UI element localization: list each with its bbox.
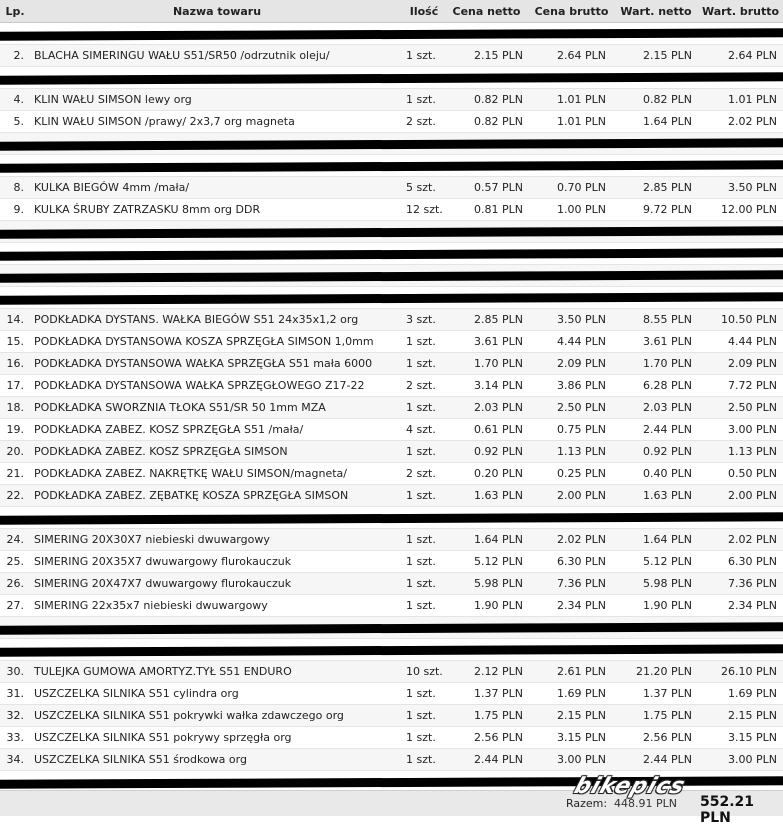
item-number-cell: 19. <box>0 419 30 441</box>
table-row <box>0 749 783 771</box>
net-value-cell: 5.98 PLN <box>614 573 698 595</box>
table-row <box>0 727 783 749</box>
product-name-cell: TULEJKA GUMOWA AMORTYZ.TYŁ S51 ENDURO <box>30 661 404 683</box>
item-number-cell: 24. <box>0 529 30 551</box>
quantity-cell: 1 szt. <box>404 441 444 463</box>
net-value-cell: 0.40 PLN <box>614 463 698 485</box>
item-number-cell: 14. <box>0 309 30 331</box>
gross-price-cell: 2.09 PLN <box>529 353 614 375</box>
gross-value-cell: 6.30 PLN <box>698 551 783 573</box>
gross-price-cell: 2.15 PLN <box>529 705 614 727</box>
table-row <box>0 661 783 683</box>
net-value-cell: 2.15 PLN <box>614 45 698 67</box>
gross-value-cell: 2.09 PLN <box>698 353 783 375</box>
gross-price-cell: 3.86 PLN <box>529 375 614 397</box>
product-name-cell: USZCZELKA SILNIKA S51 pokrywy sprzęgła org <box>30 727 404 749</box>
net-price-cell: 5.98 PLN <box>444 573 529 595</box>
gross-price-cell: 2.34 PLN <box>529 595 614 617</box>
product-name-cell: KULKA BIEGÓW 4mm /mała/ <box>30 177 404 199</box>
product-name-cell: PODKŁADKA ZABEZ. KOSZ SPRZĘGŁA SIMSON <box>30 441 404 463</box>
net-value-cell: 6.28 PLN <box>614 375 698 397</box>
gross-price-cell: 1.01 PLN <box>529 111 614 133</box>
table-row <box>0 45 783 67</box>
table-row <box>0 683 783 705</box>
quantity-cell: 1 szt. <box>404 705 444 727</box>
item-number-cell: 18. <box>0 397 30 419</box>
gross-price-cell: 1.00 PLN <box>529 199 614 221</box>
item-number-cell: 8. <box>0 177 30 199</box>
item-number-cell: 17. <box>0 375 30 397</box>
product-name-cell: SIMERING 20X30X7 niebieski dwuwargowy <box>30 529 404 551</box>
gross-price-cell: 0.70 PLN <box>529 177 614 199</box>
gross-price-cell: 2.64 PLN <box>529 45 614 67</box>
gross-value-cell: 2.50 PLN <box>698 397 783 419</box>
net-price-cell: 3.61 PLN <box>444 331 529 353</box>
product-name-cell: USZCZELKA SILNIKA S51 środkowa org <box>30 749 404 771</box>
table-row <box>0 551 783 573</box>
net-price-cell: 0.92 PLN <box>444 441 529 463</box>
quantity-cell: 1 szt. <box>404 485 444 507</box>
net-price-cell: 2.44 PLN <box>444 749 529 771</box>
net-value-cell: 1.90 PLN <box>614 595 698 617</box>
net-price-cell: 1.64 PLN <box>444 529 529 551</box>
net-price-cell: 1.75 PLN <box>444 705 529 727</box>
net-value-cell: 1.70 PLN <box>614 353 698 375</box>
item-number-cell: 22. <box>0 485 30 507</box>
product-name-cell: PODKŁADKA DYSTANSOWA KOSZA SPRZĘGŁA SIMSON 1,0mm <box>30 331 404 353</box>
gross-value-cell: 1.01 PLN <box>698 89 783 111</box>
net-value-cell: 1.64 PLN <box>614 529 698 551</box>
net-value-cell: 1.75 PLN <box>614 705 698 727</box>
net-value-cell: 5.12 PLN <box>614 551 698 573</box>
quantity-cell: 4 szt. <box>404 419 444 441</box>
table-row <box>0 397 783 419</box>
net-price-cell: 2.85 PLN <box>444 309 529 331</box>
gross-price-cell: 3.50 PLN <box>529 309 614 331</box>
net-value-cell: 1.63 PLN <box>614 485 698 507</box>
quantity-cell: 1 szt. <box>404 353 444 375</box>
net-value-cell: 21.20 PLN <box>614 661 698 683</box>
quantity-cell: 10 szt. <box>404 661 444 683</box>
gross-price-cell: 3.15 PLN <box>529 727 614 749</box>
net-price-cell: 3.14 PLN <box>444 375 529 397</box>
gross-value-cell: 2.00 PLN <box>698 485 783 507</box>
gross-price-cell: 2.61 PLN <box>529 661 614 683</box>
product-name-cell: PODKŁADKA DYSTANSOWA WAŁKA SPRZĘGŁA S51 mała 6000 <box>30 353 404 375</box>
net-price-cell: 2.56 PLN <box>444 727 529 749</box>
header-quantity: Ilość <box>404 0 444 23</box>
product-name-cell: PODKŁADKA SWORZNIA TŁOKA S51/SR 50 1mm MZA <box>30 397 404 419</box>
item-number-cell: 4. <box>0 89 30 111</box>
gross-value-cell: 2.02 PLN <box>698 111 783 133</box>
total-net-value: 448.91 PLN <box>614 797 677 810</box>
gross-price-cell: 1.01 PLN <box>529 89 614 111</box>
net-value-cell: 0.82 PLN <box>614 89 698 111</box>
gross-value-cell: 10.50 PLN <box>698 309 783 331</box>
gross-value-cell: 12.00 PLN <box>698 199 783 221</box>
net-value-cell: 1.37 PLN <box>614 683 698 705</box>
product-name-cell: PODKŁADKA ZABEZ. ZĘBATKĘ KOSZA SPRZĘGŁA SIMSON <box>30 485 404 507</box>
gross-price-cell: 2.00 PLN <box>529 485 614 507</box>
product-name-cell: KLIN WAŁU SIMSON lewy org <box>30 89 404 111</box>
header-product-name: Nazwa towaru <box>30 0 404 23</box>
item-number-cell: 25. <box>0 551 30 573</box>
net-price-cell: 0.82 PLN <box>444 89 529 111</box>
net-value-cell: 0.92 PLN <box>614 441 698 463</box>
total-gross-value: 552.21 PLN <box>700 794 755 826</box>
net-price-cell: 0.20 PLN <box>444 463 529 485</box>
table-row <box>0 199 783 221</box>
item-number-cell: 27. <box>0 595 30 617</box>
item-number-cell: 2. <box>0 45 30 67</box>
net-price-cell: 0.82 PLN <box>444 111 529 133</box>
net-value-cell: 2.44 PLN <box>614 419 698 441</box>
table-row <box>0 705 783 727</box>
item-number-cell: 9. <box>0 199 30 221</box>
item-number-cell: 5. <box>0 111 30 133</box>
net-price-cell: 1.37 PLN <box>444 683 529 705</box>
table-row <box>0 573 783 595</box>
gross-value-cell: 1.69 PLN <box>698 683 783 705</box>
table-row <box>0 441 783 463</box>
product-name-cell: USZCZELKA SILNIKA S51 cylindra org <box>30 683 404 705</box>
product-name-cell: SIMERING 22x35x7 niebieski dwuwargowy <box>30 595 404 617</box>
item-number-cell: 32. <box>0 705 30 727</box>
table-row <box>0 177 783 199</box>
product-name-cell: SIMERING 20X47X7 dwuwargowy flurokauczuk <box>30 573 404 595</box>
net-value-cell: 2.56 PLN <box>614 727 698 749</box>
table-row <box>0 353 783 375</box>
net-value-cell: 2.03 PLN <box>614 397 698 419</box>
net-value-cell: 8.55 PLN <box>614 309 698 331</box>
net-price-cell: 0.81 PLN <box>444 199 529 221</box>
gross-value-cell: 1.13 PLN <box>698 441 783 463</box>
header-net-value: Wart. netto <box>614 0 698 23</box>
table-row <box>0 331 783 353</box>
table-row <box>0 529 783 551</box>
quantity-cell: 1 szt. <box>404 551 444 573</box>
quantity-cell: 1 szt. <box>404 749 444 771</box>
quantity-cell: 1 szt. <box>404 727 444 749</box>
table-row <box>0 375 783 397</box>
net-price-cell: 0.57 PLN <box>444 177 529 199</box>
gross-price-cell: 1.13 PLN <box>529 441 614 463</box>
quantity-cell: 1 szt. <box>404 331 444 353</box>
item-number-cell: 16. <box>0 353 30 375</box>
net-value-cell: 1.64 PLN <box>614 111 698 133</box>
net-price-cell: 1.70 PLN <box>444 353 529 375</box>
table-row <box>0 419 783 441</box>
quantity-cell: 2 szt. <box>404 463 444 485</box>
table-row <box>0 309 783 331</box>
net-price-cell: 1.90 PLN <box>444 595 529 617</box>
net-value-cell: 2.85 PLN <box>614 177 698 199</box>
product-name-cell: PODKŁADKA ZABEZ. KOSZ SPRZĘGŁA S51 /mała/ <box>30 419 404 441</box>
gross-value-cell: 2.15 PLN <box>698 705 783 727</box>
item-number-cell: 31. <box>0 683 30 705</box>
net-value-cell: 3.61 PLN <box>614 331 698 353</box>
gross-value-cell: 26.10 PLN <box>698 661 783 683</box>
gross-value-cell: 4.44 PLN <box>698 331 783 353</box>
table-row <box>0 89 783 111</box>
gross-value-cell: 3.50 PLN <box>698 177 783 199</box>
item-number-cell: 15. <box>0 331 30 353</box>
header-gross-price: Cena brutto <box>529 0 614 23</box>
item-number-cell: 33. <box>0 727 30 749</box>
gross-price-cell: 2.50 PLN <box>529 397 614 419</box>
table-row <box>0 595 783 617</box>
gross-price-cell: 0.25 PLN <box>529 463 614 485</box>
quantity-cell: 1 szt. <box>404 397 444 419</box>
gross-value-cell: 7.72 PLN <box>698 375 783 397</box>
net-price-cell: 2.03 PLN <box>444 397 529 419</box>
item-number-cell: 20. <box>0 441 30 463</box>
gross-price-cell: 6.30 PLN <box>529 551 614 573</box>
net-price-cell: 2.12 PLN <box>444 661 529 683</box>
totals-label: Razem: <box>566 797 608 810</box>
quantity-cell: 1 szt. <box>404 595 444 617</box>
gross-value-cell: 2.02 PLN <box>698 529 783 551</box>
net-value-cell: 2.44 PLN <box>614 749 698 771</box>
gross-price-cell: 7.36 PLN <box>529 573 614 595</box>
product-name-cell: KLIN WAŁU SIMSON /prawy/ 2x3,7 org magneta <box>30 111 404 133</box>
gross-value-cell: 3.00 PLN <box>698 419 783 441</box>
quantity-cell: 1 szt. <box>404 573 444 595</box>
gross-value-cell: 3.00 PLN <box>698 749 783 771</box>
product-name-cell: PODKŁADKA DYSTANS. WAŁKA BIEGÓW S51 24x35x1,2 org <box>30 309 404 331</box>
item-number-cell: 30. <box>0 661 30 683</box>
net-price-cell: 0.61 PLN <box>444 419 529 441</box>
quantity-cell: 12 szt. <box>404 199 444 221</box>
header-gross-value: Wart. brutto <box>698 0 783 23</box>
gross-price-cell: 3.00 PLN <box>529 749 614 771</box>
gross-value-cell: 3.15 PLN <box>698 727 783 749</box>
quantity-cell: 2 szt. <box>404 375 444 397</box>
quantity-cell: 1 szt. <box>404 45 444 67</box>
quantity-cell: 1 szt. <box>404 529 444 551</box>
quantity-cell: 1 szt. <box>404 89 444 111</box>
product-name-cell: SIMERING 20X35X7 dwuwargowy flurokauczuk <box>30 551 404 573</box>
gross-value-cell: 2.64 PLN <box>698 45 783 67</box>
item-number-cell: 21. <box>0 463 30 485</box>
product-name-cell: USZCZELKA SILNIKA S51 pokrywki wałka zdawczego org <box>30 705 404 727</box>
gross-price-cell: 0.75 PLN <box>529 419 614 441</box>
net-value-cell: 9.72 PLN <box>614 199 698 221</box>
net-price-cell: 1.63 PLN <box>444 485 529 507</box>
gross-value-cell: 2.34 PLN <box>698 595 783 617</box>
header-lp: Lp. <box>0 0 30 23</box>
quantity-cell: 3 szt. <box>404 309 444 331</box>
product-name-cell: KULKA ŚRUBY ZATRZASKU 8mm org DDR <box>30 199 404 221</box>
net-price-cell: 5.12 PLN <box>444 551 529 573</box>
gross-value-cell: 0.50 PLN <box>698 463 783 485</box>
gross-price-cell: 1.69 PLN <box>529 683 614 705</box>
gross-price-cell: 2.02 PLN <box>529 529 614 551</box>
item-number-cell: 34. <box>0 749 30 771</box>
product-name-cell: PODKŁADKA ZABEZ. NAKRĘTKĘ WAŁU SIMSON/magneta/ <box>30 463 404 485</box>
quantity-cell: 2 szt. <box>404 111 444 133</box>
table-row <box>0 485 783 507</box>
table-header-row <box>0 0 783 23</box>
quantity-cell: 5 szt. <box>404 177 444 199</box>
product-name-cell: PODKŁADKA DYSTANSOWA WAŁKA SPRZĘGŁOWEGO Z17-22 <box>30 375 404 397</box>
gross-price-cell: 4.44 PLN <box>529 331 614 353</box>
table-row <box>0 111 783 133</box>
table-row <box>0 463 783 485</box>
item-number-cell: 26. <box>0 573 30 595</box>
header-net-price: Cena netto <box>444 0 529 23</box>
bikepics-watermark-logo: bikepics <box>571 774 689 799</box>
gross-value-cell: 7.36 PLN <box>698 573 783 595</box>
product-name-cell: BLACHA SIMERINGU WAŁU S51/SR50 /odrzutnik oleju/ <box>30 45 404 67</box>
net-price-cell: 2.15 PLN <box>444 45 529 67</box>
quantity-cell: 1 szt. <box>404 683 444 705</box>
